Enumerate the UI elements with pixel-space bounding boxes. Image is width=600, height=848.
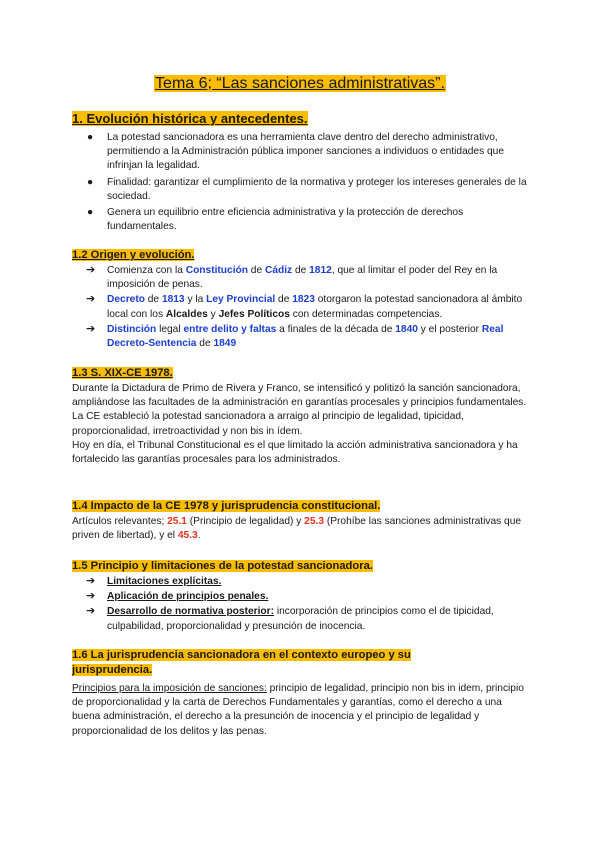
list-item: ● La potestad sancionadora es una herramienta clave dentro del derecho administrativo, permitiendo a la Administración pública imponer sanciones a individuos o entidades que infrinjan la legalidad. — [87, 132, 504, 172]
section-1-3-heading: 1.3 S. XIX-CE 1978. — [72, 367, 173, 379]
list-item: ➔ Aplicación de principios penales. — [86, 590, 269, 603]
section-1-4-body: Artículos relevantes; 25.1 (Principio de legalidad) y 25.3 (Prohíbe las sanciones administrativas que priven de libertad), y el 45.3. — [72, 516, 522, 542]
list-item: ➔ Comienza con la Constitución de Cádiz de 1812, que al limitar el poder del Rey en la imposición de penas. — [86, 264, 498, 291]
section-1-5-arrow-list — [72, 575, 532, 635]
list-item: ➔ Limitaciones explícitas. — [86, 575, 222, 587]
paragraph: Hoy en día, el Tribunal Constitucional es el que limitado la acción administrativa sancionadora y ha fortalecido las garantías procesales para los administrados. — [72, 439, 518, 466]
paragraph: Durante la Dictadura de Primo de Rivera y Franco, se intensificó y politizó la sanción sancionadora, ampliándose las facultades de la administración en garantías procesales y principios fundamentales. — [72, 383, 527, 409]
list-item: ➔ Distinción legal entre delito y faltas a finales de la década de 1840 y el posterior Real Decreto-Sentencia de 1849 — [86, 322, 504, 350]
page-title: Tema 6; “Las sanciones administrativas”. — [155, 75, 445, 92]
section-1-bullet-list — [72, 131, 532, 236]
list-item: ● Genera un equilibrio entre eficiencia administrativa y la protección de derechos fundamentales. — [87, 207, 464, 233]
list-item: ➔ Decreto de 1813 y la Ley Provincial de 1823 otorgaron la potestad sancionadora al ámbito local con los Alcaldes y Jefes Políticos con determinadas competencias. — [86, 293, 523, 320]
list-item: ● Finalidad: garantizar el cumplimiento de la normativa y proteger los intereses generales de la sociedad. — [87, 176, 527, 202]
section-1-6-body: Principios para la imposición de sanciones: principio de legalidad, principio non bis in idem, principio de proporcionalidad y la carta de Derechos Fundamentales y garantías, como el derecho a una buena administración, el derecho a la presunción de inocencia y el principio de legalidad y proporcionalidad de los delitos y las penas. — [72, 683, 524, 737]
section-1-5-heading: 1.5 Principio y limitaciones de la potestad sancionadora. — [72, 560, 373, 572]
section-1-3-body — [72, 382, 532, 467]
list-item: ➔ Desarrollo de normativa posterior: incorporación de principios como el de tipicidad, culpabilidad, proporcionalidad y presunción de inocencia. — [86, 605, 494, 632]
section-1-heading: 1. Evolución histórica y antecedentes. — [72, 111, 308, 126]
section-1-2-heading: 1.2 Origen y evolución. — [72, 249, 195, 261]
section-1-6-heading: 1.6 La jurisprudencia sancionadora en el contexto europeo y su jurisprudencia. — [72, 649, 411, 676]
paragraph: La CE estableció la potestad sancionadora a arraigo al principio de legalidad, tipicidad, proporcionalidad, irretroactividad y non bis in ídem. — [72, 411, 464, 437]
section-1-2-arrow-list — [72, 264, 532, 352]
section-1-4-heading: 1.4 Impacto de la CE 1978 y jurisprudencia constitucional. — [72, 500, 381, 512]
